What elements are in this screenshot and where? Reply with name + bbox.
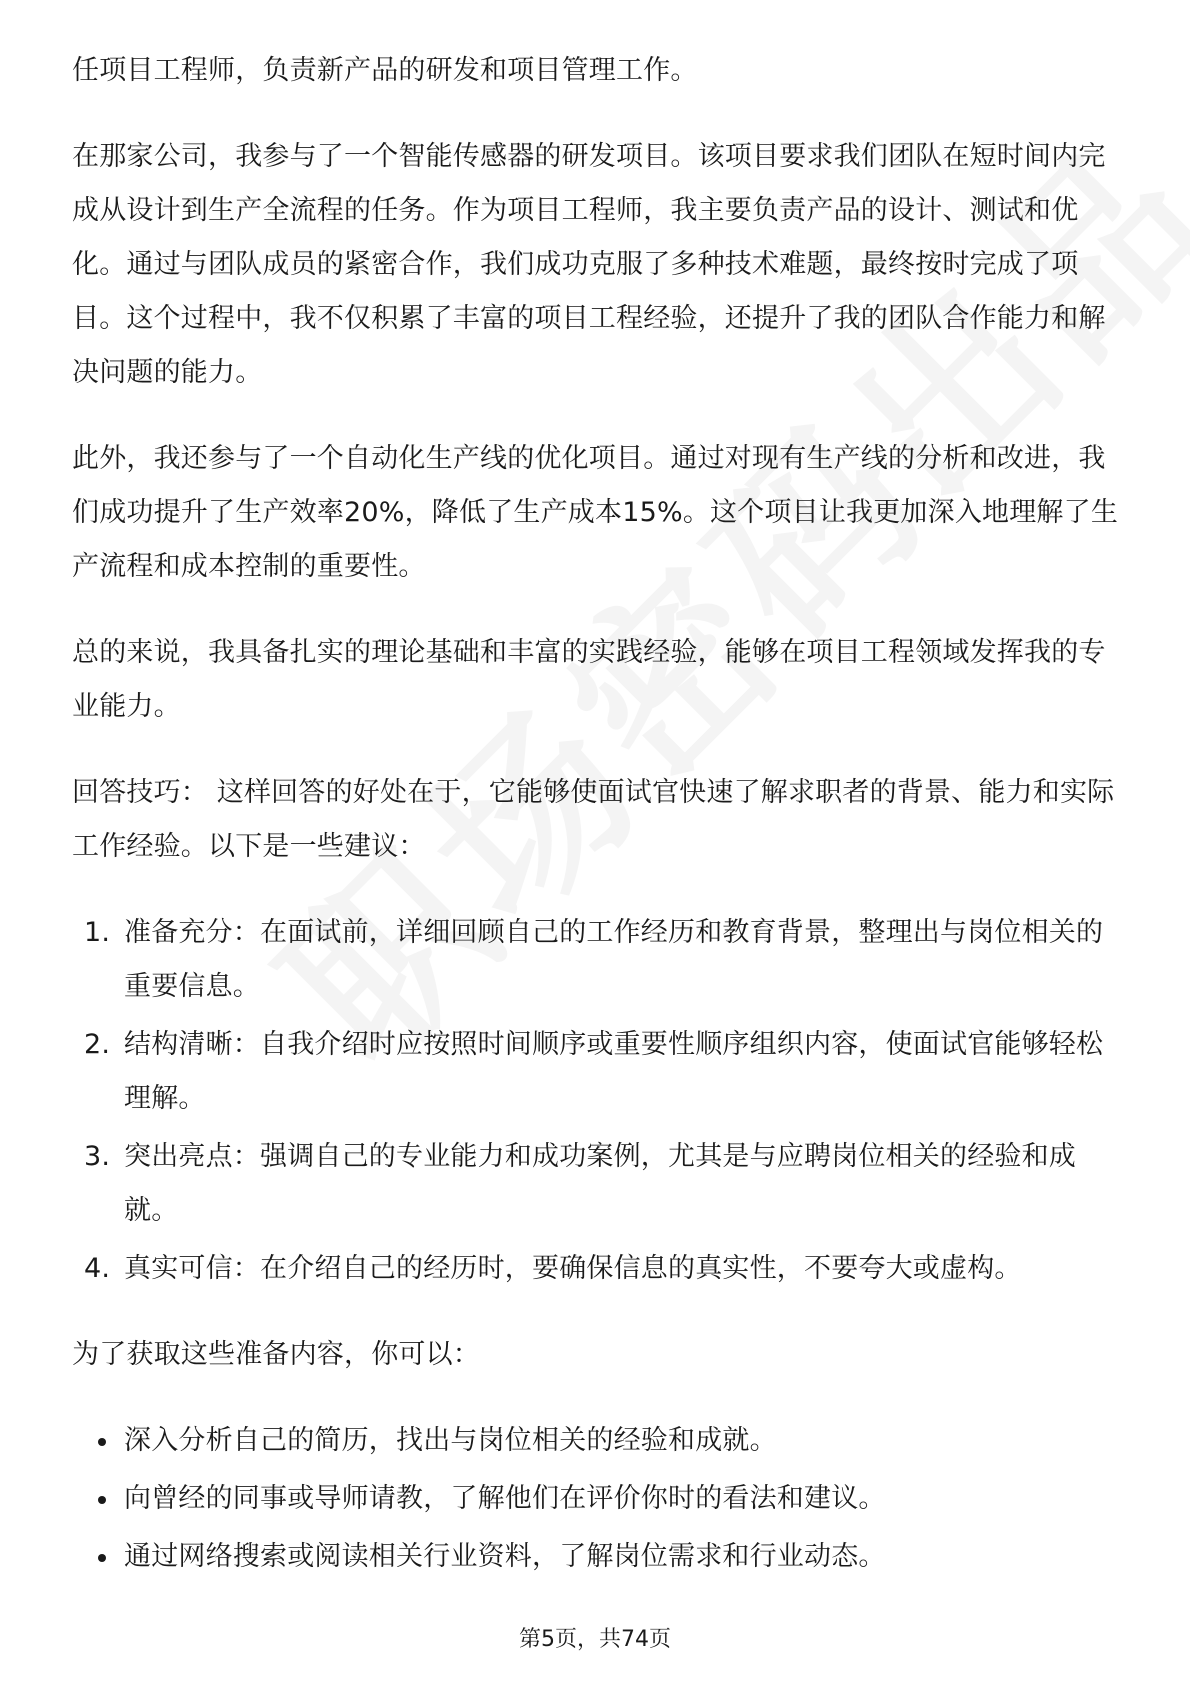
paragraph-ways-intro: 为了获取这些准备内容，你可以：: [72, 1339, 480, 1370]
ways-list: [72, 1414, 1122, 1584]
list-item-text: 深入分析自己的简历，找出与岗位相关的经验和成就。: [124, 1425, 777, 1456]
list-item-text: 通过网络搜索或阅读相关行业资料，了解岗位需求和行业动态。: [124, 1541, 886, 1572]
bullet-icon: [98, 1554, 106, 1562]
ways-list-item: [72, 1472, 1122, 1526]
page-number-footer: 第5页，共74页: [519, 1627, 671, 1652]
tips-list-item: [72, 1242, 1122, 1296]
paragraph-production-line: 此外，我还参与了一个自动化生产线的优化项目。通过对现有生产线的分析和改进，我们成功提升了生产效率20%，降低了生产成本15%。这个项目让我更加深入地理解了生产流程和成本控制的重要性。: [72, 443, 1119, 582]
tips-list-item: [72, 1130, 1122, 1238]
bullet-icon: [98, 1438, 106, 1446]
paragraph-sensor-project: 在那家公司，我参与了一个智能传感器的研发项目。该项目要求我们团队在短时间内完成从设计到生产全流程的任务。作为项目工程师，我主要负责产品的设计、测试和优化。通过与团队成员的紧密合作，我们成功克服了多种技术难题，最终按时完成了项目。这个过程中，我不仅积累了丰富的项目工程经验，还提升了我的团队合作能力和解决问题的能力。: [72, 141, 1106, 388]
list-number: 3.: [84, 1141, 111, 1172]
bullet-icon: [98, 1496, 106, 1504]
list-item-text: 结构清晰：自我介绍时应按照时间顺序或重要性顺序组织内容，使面试官能够轻松理解。: [124, 1029, 1104, 1114]
list-number: 4.: [84, 1253, 111, 1284]
list-item-text: 准备充分：在面试前，详细回顾自己的工作经历和教育背景，整理出与岗位相关的重要信息。: [124, 917, 1104, 1002]
paragraph-answer-tips: 回答技巧： 这样回答的好处在于，它能够使面试官快速了解求职者的背景、能力和实际工作经验。以下是一些建议：: [72, 777, 1115, 862]
paragraph-role: 任项目工程师，负责新产品的研发和项目管理工作。: [72, 55, 698, 86]
list-item-text: 突出亮点：强调自己的专业能力和成功案例，尤其是与应聘岗位相关的经验和成就。: [124, 1141, 1076, 1226]
ways-list-item: [72, 1414, 1122, 1468]
tips-list-item: [72, 1018, 1122, 1126]
paragraph-summary: 总的来说，我具备扎实的理论基础和丰富的实践经验，能够在项目工程领域发挥我的专业能力。: [72, 637, 1106, 722]
ways-list-item: [72, 1530, 1122, 1584]
list-item-text: 向曾经的同事或导师请教，了解他们在评价你时的看法和建议。: [124, 1483, 886, 1514]
list-item-text: 真实可信：在介绍自己的经历时，要确保信息的真实性，不要夸大或虚构。: [124, 1253, 1022, 1284]
list-number: 1.: [84, 917, 111, 948]
tips-list-item: [72, 906, 1122, 1014]
tips-list: [72, 906, 1122, 1296]
document-body: [72, 44, 1122, 1588]
list-number: 2.: [84, 1029, 111, 1060]
